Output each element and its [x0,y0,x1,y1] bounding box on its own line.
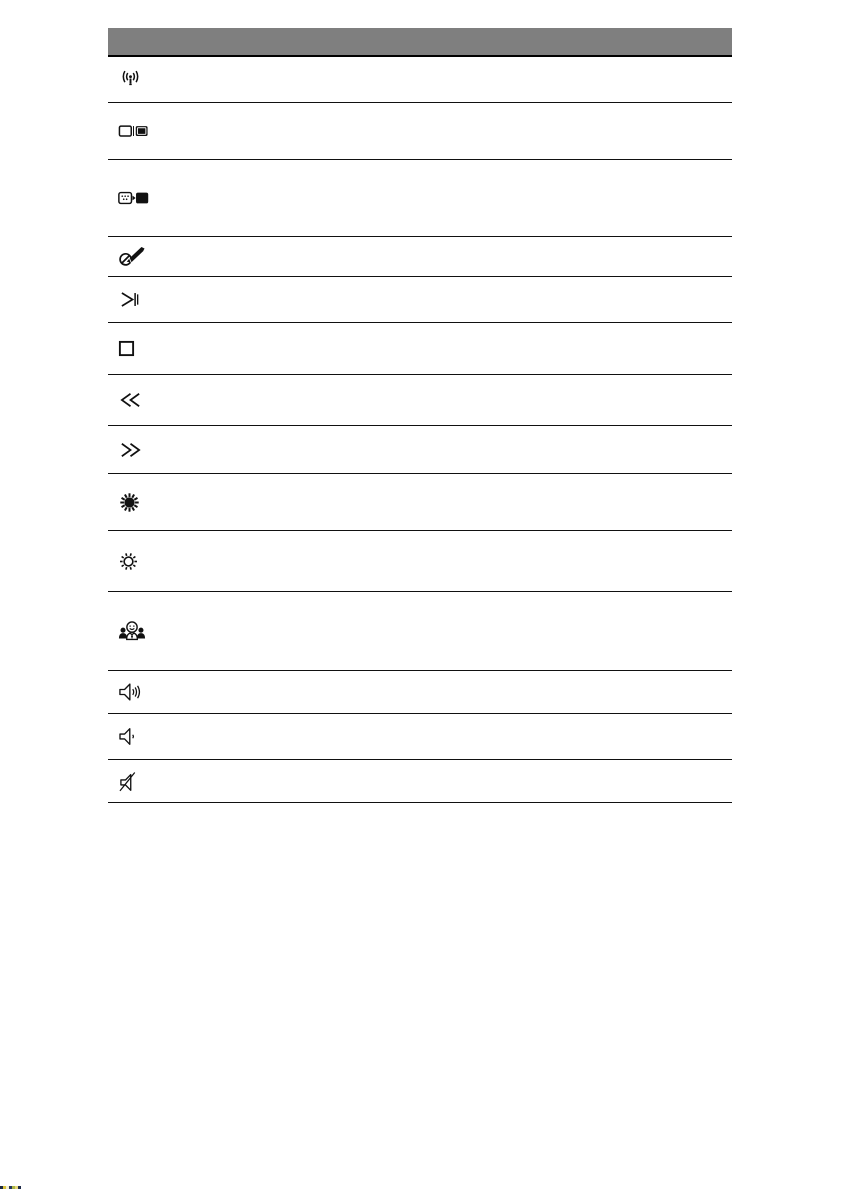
stop-icon [118,340,135,357]
volume-up-icon [118,682,145,702]
table-row [108,57,732,103]
play-pause-icon [118,290,141,309]
table-rows [108,57,732,803]
table-row [108,671,732,714]
fast-forward-icon [118,441,143,459]
table-row [108,323,732,375]
table-row [108,474,732,531]
brightness-up-icon [118,491,141,514]
table-row [108,531,732,592]
table-row [108,160,732,237]
table-row [108,714,732,760]
table-row [108,426,732,474]
display-off-icon [118,191,149,205]
table-header-bar [108,28,732,57]
corner-artifact [0,1186,21,1189]
table-row [108,103,732,160]
brightness-down-icon [118,551,139,572]
artifact-pixel [18,1186,21,1189]
rewind-icon [118,391,143,409]
touchpad-off-icon [118,246,147,267]
hotkey-table [108,28,732,803]
table-row [108,375,732,426]
table-row [108,277,732,323]
display-toggle-icon [118,124,149,139]
table-row [108,592,732,671]
table-row [108,237,732,277]
mute-icon [118,771,141,792]
social-networking-icon [118,619,146,644]
wireless-icon [118,68,143,91]
volume-down-icon [118,727,141,746]
table-row [108,760,732,803]
